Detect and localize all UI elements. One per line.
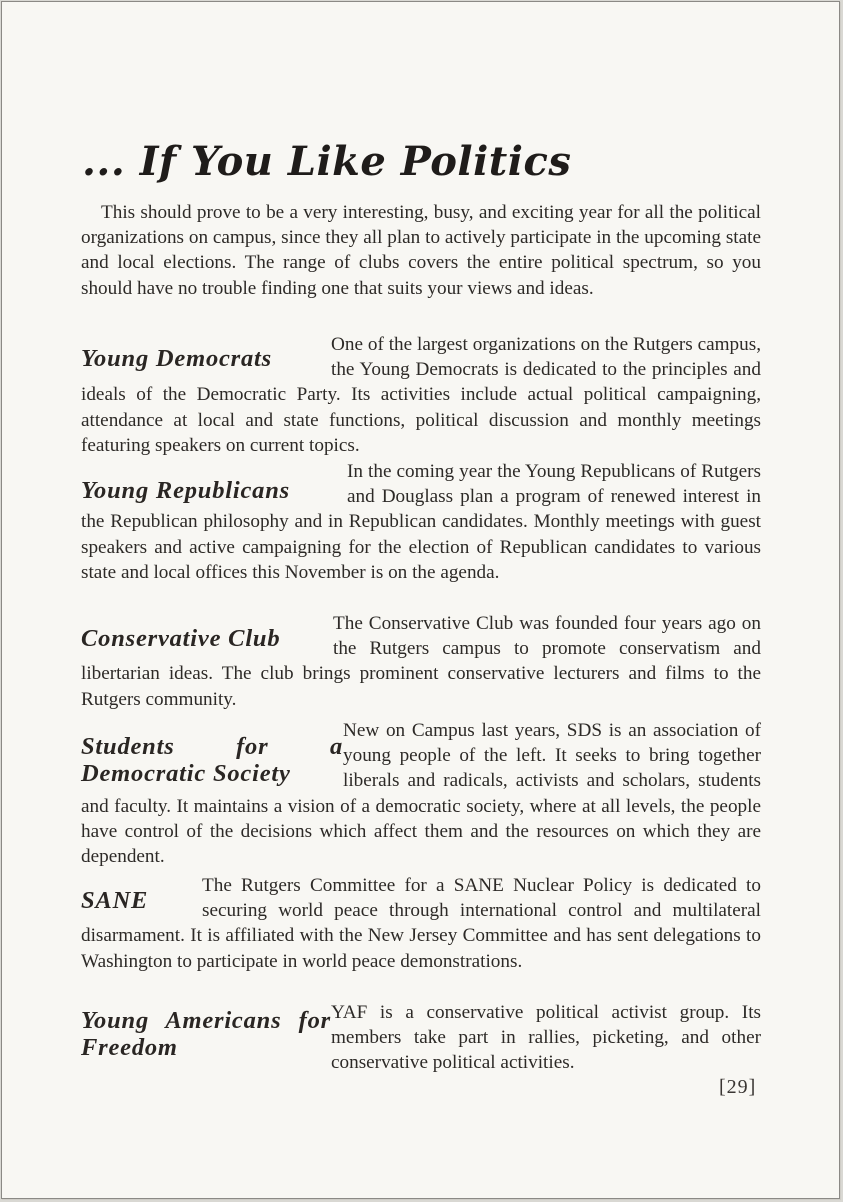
section-text: In the coming year the Young Republicans of Rutgers and Douglass plan a program of renewed interest in the Republican philosophy and in Republican candidates. Monthly meetings with guest speakers and active campaigning for the election of Republican candidates to various state and local offices this November is on the agenda. [81,461,761,583]
section-students-for-a-democratic-society [81,718,761,869]
section-young-republicans [81,459,761,585]
section-text: The Conservative Club was founded four years ago on the Rutgers campus to promote conservatism and libertarian ideas. The club brings prominent conservative lecturers and films to the Rutgers community. [81,613,761,710]
section-sane [81,873,761,974]
section-conservative-club [81,611,761,712]
intro-paragraph: This should prove to be a very interesting, busy, and exciting year for all the political organizations on campus, since they all plan to actively participate in the upcoming state and local elections. The range of clubs covers the entire political spectrum, so you should have no trouble finding one that suits your views and ideas. [81,202,761,299]
section-young-americans-for-freedom [81,1000,761,1076]
section-heading: Young Republicans [81,477,290,504]
section-text: New on Campus last years, SDS is an association of young people of the left. It seeks to bring together liberals and radicals, activists and scholars, students and faculty. It maintains a vision of a democratic society, where at all levels, the people have control of the decisions which affect them and the resources on which they are dependent. [81,720,761,868]
section-text: YAF is a conservative political activist group. Its members take part in rallies, picketing, and other conservative political activities. [331,1002,761,1074]
section-heading: Young Americans for Freedom [81,1007,331,1061]
document-page [1,1,840,1199]
page-number: [29] [719,1076,757,1098]
section-heading: Conservative Club [81,625,281,652]
section-heading: Young Democrats [81,345,273,372]
section-young-democrats [81,332,761,458]
section-text: The Rutgers Committee for a SANE Nuclear Policy is dedicated to securing world peace through international control and multilateral disarmament. It is affiliated with the New Jersey Committee and has sent delegations to Washington to participate in world peace demonstrations. [81,875,761,972]
section-heading: SANE [81,887,149,914]
page-title: ... If You Like Politics [82,138,572,185]
section-heading: Students for a Democratic Society [81,733,343,787]
section-text: One of the largest organizations on the Rutgers campus, the Young Democrats is dedicated to the principles and ideals of the Democratic Party. Its activities include actual political campaigning, attendance at local and state functions, political discussion and monthly meetings featuring speakers on current topics. [81,334,761,456]
